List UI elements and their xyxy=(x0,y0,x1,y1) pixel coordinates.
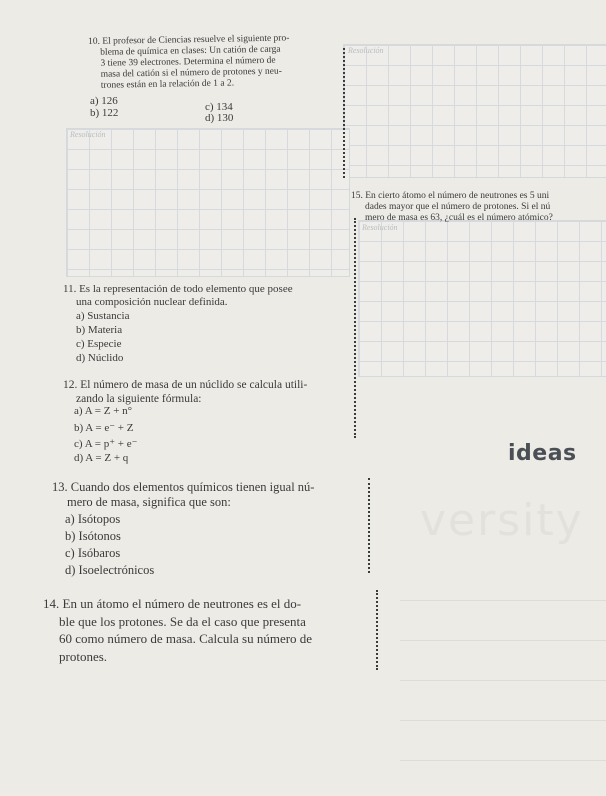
q12-statement xyxy=(63,378,307,406)
q15-line-3: mero de masa es 63, ¿cuál es el número atómico? xyxy=(365,213,553,223)
q13-option-b[interactable]: b) Isótonos xyxy=(65,529,121,543)
q11-option-d[interactable]: d) Núclido xyxy=(76,352,124,364)
q15-line-1: 15. En cierto átomo el número de neutrones es 5 uni xyxy=(351,191,550,201)
q12-option-b[interactable]: b) A = e⁻ + Z xyxy=(74,422,134,434)
q10-statement xyxy=(88,33,290,92)
watermark: versity xyxy=(420,495,584,546)
separator-middle xyxy=(354,218,356,438)
q12-option-a[interactable]: a) A = Z + n° xyxy=(74,405,133,417)
q13-line-2: mero de masa, significa que son: xyxy=(67,495,231,509)
ideas-logo: ideas xyxy=(508,441,577,466)
q10-resolution-grid xyxy=(343,44,606,178)
q10-option-b[interactable]: b) 122 xyxy=(90,107,119,119)
q12-line-2: zando la siguiente fórmula: xyxy=(76,393,202,405)
q13-statement xyxy=(52,480,314,510)
separator-bottom xyxy=(376,590,378,670)
q10-option-a[interactable]: a) 126 xyxy=(90,95,118,107)
q11-statement xyxy=(63,283,293,309)
q13-option-d[interactable]: d) Isoelectrónicos xyxy=(65,563,155,577)
q12-option-d[interactable]: d) A = Z + q xyxy=(74,452,129,464)
q13-option-a[interactable]: a) Isótopos xyxy=(65,512,121,526)
q10-resolution-label: Resolución xyxy=(70,130,106,139)
q15-line-2: dades mayor que el número de protones. Si el nú xyxy=(365,202,551,212)
q11-option-c[interactable]: c) Especie xyxy=(76,338,122,350)
q14-line-1: 14. En un átomo el número de neutrones es el do- xyxy=(43,596,302,611)
q10-option-d[interactable]: d) 130 xyxy=(205,112,234,124)
q11-option-a[interactable]: a) Sustancia xyxy=(76,310,130,322)
q10-line-3: 3 tiene 39 electrones. Determina el número de xyxy=(100,55,276,69)
q10-option-c[interactable]: c) 134 xyxy=(205,101,233,113)
q14-line-3: 60 como número de masa. Calcula su número de xyxy=(59,631,313,646)
q15-resolution-grid xyxy=(358,220,606,377)
separator-top xyxy=(343,48,345,178)
q11-line-1: 11. Es la representación de todo elemento que posee xyxy=(63,283,293,295)
q15-resolution-label: Resolución xyxy=(362,223,398,232)
q10-line-5: trones están en la relación de 1 a 2. xyxy=(100,78,235,91)
q10-resolution-label-right: Resolución xyxy=(348,46,384,55)
q10-line-2: blema de química en clases: Un catión de carga xyxy=(100,44,281,58)
q12-line-1: 12. El número de masa de un núclido se calcula utili- xyxy=(63,379,308,391)
separator-lower xyxy=(368,478,370,573)
q13-line-1: 13. Cuando dos elementos químicos tienen igual nú- xyxy=(52,480,315,494)
q12-option-c[interactable]: c) A = p⁺ + e⁻ xyxy=(74,438,138,450)
q10-resolution-grid-lower xyxy=(66,128,350,277)
q13-option-c[interactable]: c) Isóbaros xyxy=(65,546,121,560)
q15-statement xyxy=(351,191,553,224)
q10-line-4: masa del catión si el número de protones y neu- xyxy=(100,66,282,80)
q14-line-4: protones. xyxy=(59,648,108,664)
q11-option-b[interactable]: b) Materia xyxy=(76,324,123,336)
q14-line-2: ble que los protones. Se da el caso que presenta xyxy=(59,613,306,629)
q10-line-1: 10. El profesor de Ciencias resuelve el siguiente pro- xyxy=(88,33,290,47)
q11-line-2: una composición nuclear definida. xyxy=(76,296,228,308)
q14-statement xyxy=(43,595,312,665)
